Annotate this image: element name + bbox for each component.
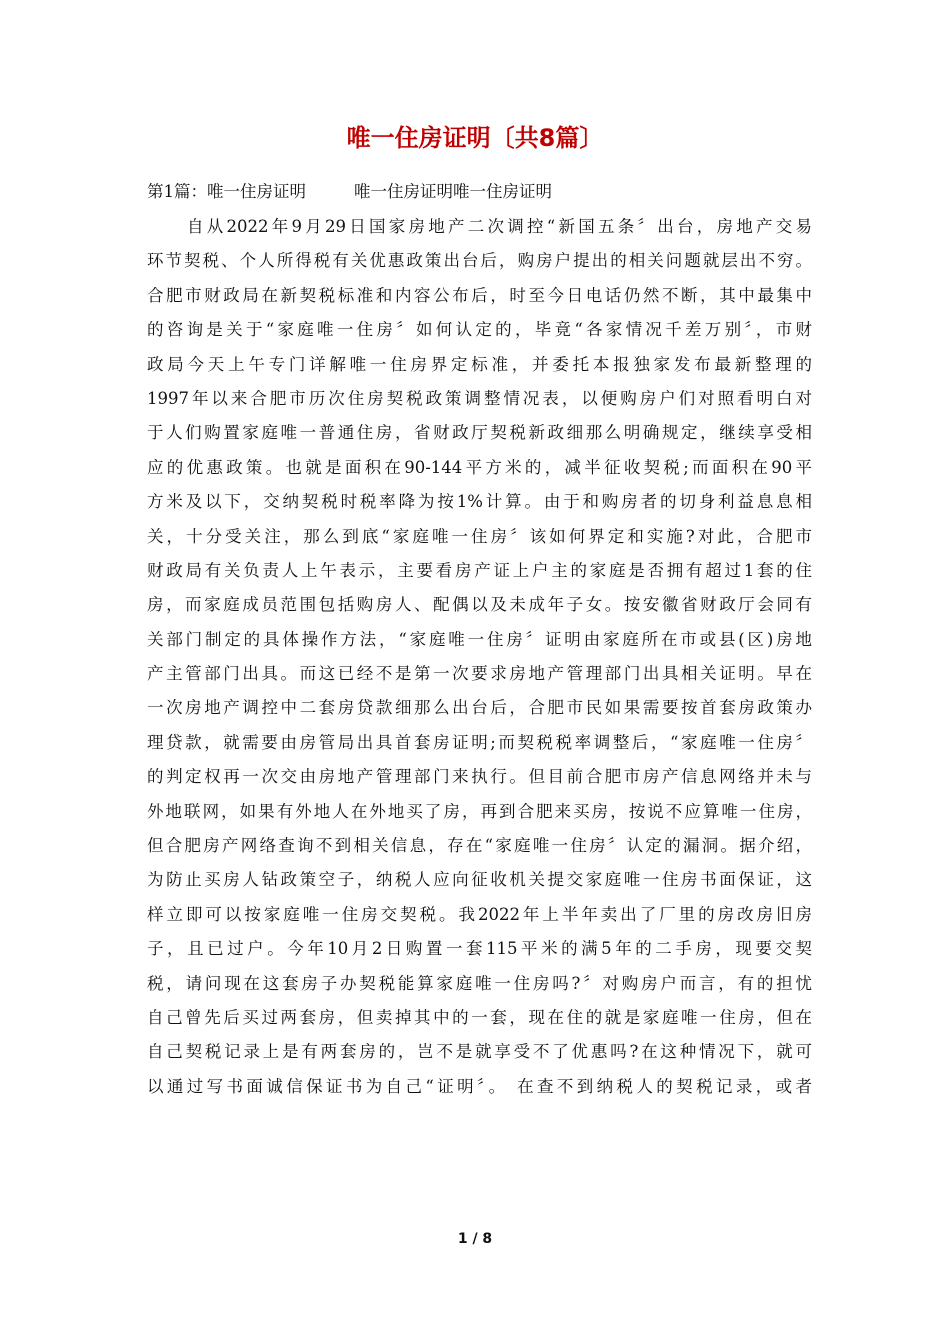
paragraph-line: 关部门制定的具体操作方法，“家庭唯一住房〞证明由家庭所在市或县(区)房地 (147, 629, 812, 649)
paragraph-line: 外地联网，如果有外地人在外地买了房，再到合肥来买房，按说不应算唯一住房， (147, 801, 812, 821)
paragraph-line: 自己曾先后买过两套房，但卖掉其中的一套，现在住的就是家庭唯一住房，但在 (147, 1007, 812, 1027)
paragraph-line: 的咨询是关于“家庭唯一住房〞如何认定的，毕竟“各家情况千差万别〞，市财 (147, 320, 812, 340)
paragraph-line: 以通过写书面诚信保证书为自己“证明〞。 在查不到纳税人的契税记录，或者 (147, 1076, 812, 1096)
paragraph-line: 方米及以下，交纳契税时税率降为按1%计算。由于和购房者的切身利益息息相 (147, 492, 812, 512)
paragraph-line: 政局今天上午专门详解唯一住房界定标准，并委托本报独家发布最新整理的 (147, 354, 812, 374)
paragraph-line: 样立即可以按家庭唯一住房交契税。我2022年上半年卖出了厂里的房改房旧房 (147, 904, 812, 924)
paragraph-line: 房，而家庭成员范围包括购房人、配偶以及未成年子女。按安徽省财政厅会同有 (147, 595, 812, 615)
paragraph-line: 子，且已过户。今年10月2日购置一套115平米的满5年的二手房，现要交契 (147, 939, 812, 959)
paragraph-line: 税，请问现在这套房子办契税能算家庭唯一住房吗?〞对购房户而言，有的担忧 (147, 973, 812, 993)
paragraph-line: 于人们购置家庭唯一普通住房，省财政厅契税新政细那么明确规定，继续享受相 (147, 423, 812, 443)
paragraph-line: 一次房地产调控中二套房贷款细那么出台后，合肥市民如果需要按首套房政策办 (147, 698, 812, 718)
paragraph-line: 产主管部门出具。而这已经不是第一次要求房地产管理部门出具相关证明。早在 (147, 664, 812, 684)
paragraph-line: 关，十分受关注，那么到底“家庭唯一住房〞该如何界定和实施?对此，合肥市 (147, 526, 812, 546)
paragraph-line: 1997年以来合肥市历次住房契税政策调整情况表，以便购房户们对照看明白对 (147, 388, 812, 408)
paragraph-line: 合肥市财政局在新契税标准和内容公布后，时至今日电话仍然不断，其中最集中 (147, 285, 812, 305)
body-paragraph (147, 210, 812, 1104)
document-title: 唯一住房证明〔共8篇〕 (346, 124, 604, 152)
paragraph-line: 环节契税、个人所得税有关优惠政策出台后，购房户提出的相关问题就层出不穷。 (147, 251, 812, 271)
paragraph-line: 自己契税记录上是有两套房的，岂不是就享受不了优惠吗?在这种情况下，就可 (147, 1042, 812, 1062)
paragraph-line: 为防止买房人钻政策空子，纳税人应向征收机关提交家庭唯一住房书面保证，这 (147, 870, 812, 890)
paragraph-line: 财政局有关负责人上午表示，主要看房产证上户主的家庭是否拥有超过1套的住 (147, 560, 812, 580)
subtitle-part-2: 唯一住房证明唯一住房证明 (354, 182, 552, 201)
subtitle-part-1: 第1篇：唯一住房证明 (147, 182, 306, 201)
paragraph-line: 应的优惠政策。也就是面积在90-144平方米的，减半征收契税;而面积在90平 (147, 457, 812, 477)
paragraph-line: 的判定权再一次交由房地产管理部门来执行。但目前合肥市房产信息网络并未与 (147, 767, 812, 787)
page-indicator: 1 / 8 (457, 1231, 493, 1247)
paragraph-line: 自从2022年9月29日国家房地产二次调控“新国五条〞出台，房地产交易 (187, 217, 812, 236)
paragraph-line: 理贷款，就需要由房管局出具首套房证明;而契税税率调整后，“家庭唯一住房〞 (147, 732, 812, 752)
document-subtitle (147, 177, 827, 207)
paragraph-line: 但合肥房产网络查询不到相关信息，存在“家庭唯一住房〞认定的漏洞。据介绍， (147, 836, 812, 856)
